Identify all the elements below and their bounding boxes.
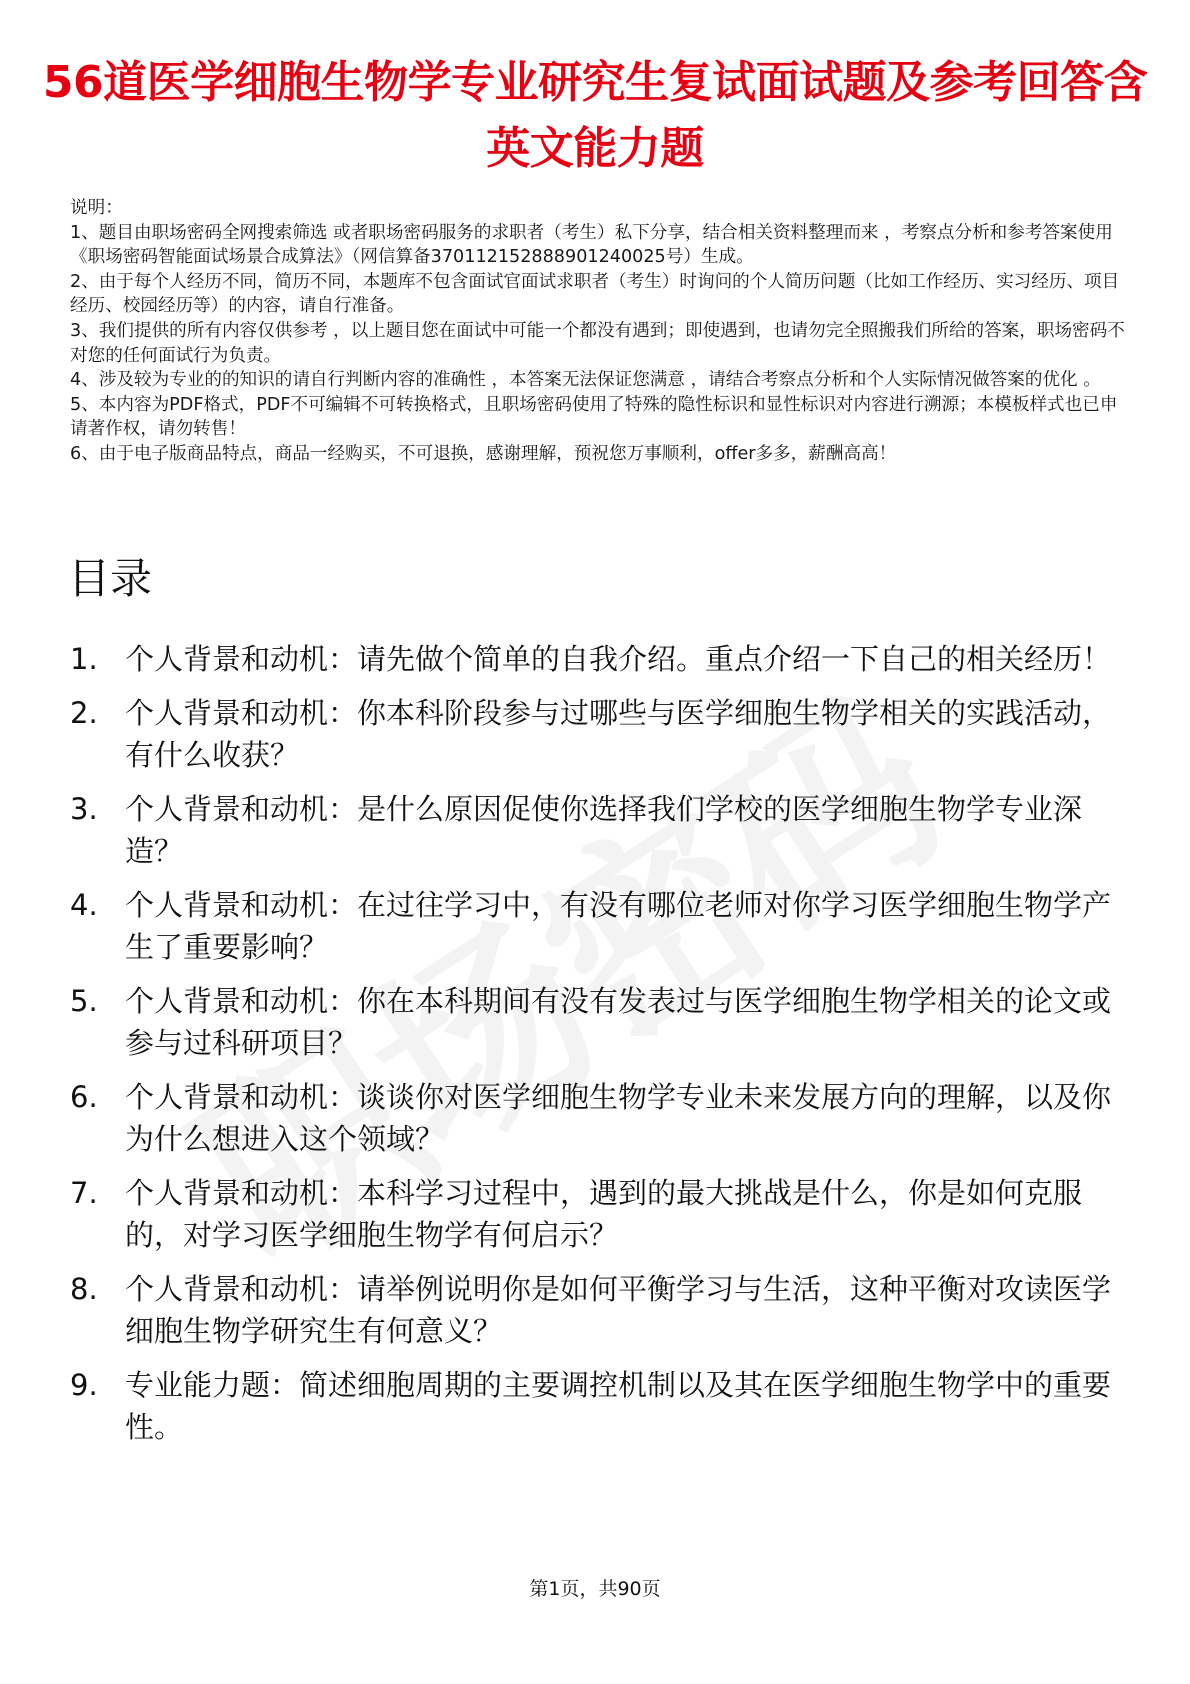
toc-item-number: 9.: [70, 1368, 98, 1402]
toc-item-number: 2.: [70, 696, 98, 730]
note-item: 5、本内容为PDF格式，PDF不可编辑不可转换格式，且职场密码使用了特殊的隐性标识和显性标识对内容进行溯源；本模板样式也已申请著作权，请勿转售！: [70, 394, 1118, 440]
toc-item-text: 个人背景和动机：谈谈你对医学细胞生物学专业未来发展方向的理解，以及你为什么想进入这个领域？: [125, 1080, 1112, 1156]
toc-item[interactable]: [70, 692, 1130, 776]
toc-heading: 目录: [68, 554, 153, 603]
toc-item-text: 专业能力题：简述细胞周期的主要调控机制以及其在医学细胞生物学中的重要性。: [125, 1368, 1112, 1444]
page-number: 第1页，共90页: [529, 1578, 661, 1600]
toc-item[interactable]: [70, 788, 1130, 872]
toc-item-text: 个人背景和动机：请举例说明你是如何平衡学习与生活，这种平衡对攻读医学细胞生物学研究生有何意义？: [125, 1272, 1112, 1348]
toc-item-text: 个人背景和动机：在过往学习中，有没有哪位老师对你学习医学细胞生物学产生了重要影响？: [125, 888, 1112, 964]
toc-item-number: 4.: [70, 888, 98, 922]
page-title: 56道医学细胞生物学专业研究生复试面试题及参考回答含英文能力题: [42, 57, 1148, 174]
toc-list: [70, 638, 1130, 1460]
note-item: 4、涉及较为专业的的知识的请自行判断内容的准确性 ，本答案无法保证您满意 ，请结合考察点分析和个人实际情况做答案的优化 。: [70, 370, 1101, 391]
toc-item-number: 5.: [70, 984, 98, 1018]
toc-item[interactable]: [70, 1268, 1130, 1352]
toc-item[interactable]: [70, 980, 1130, 1064]
toc-item-text: 个人背景和动机：请先做个简单的自我介绍。重点介绍一下自己的相关经历！: [125, 642, 1112, 676]
toc-item[interactable]: [70, 884, 1130, 968]
note-item: 2、由于每个人经历不同，简历不同，本题库不包含面试官面试求职者（考生）时询问的个人简历问题（比如工作经历、实习经历、项目经历、校园经历等）的内容，请自行准备。: [70, 271, 1120, 317]
note-item: 1、题目由职场密码全网搜索筛选 或者职场密码服务的求职者（考生）私下分享，结合相关资料整理而来 ，考察点分析和参考答案使用《职场密码智能面试场景合成算法》（网信算备370112152888901240025号）生成。: [70, 222, 1113, 268]
note-item: 3、我们提供的所有内容仅供参考 ，以上题目您在面试中可能一个都没有遇到；即使遇到，也请勿完全照搬我们所给的答案，职场密码不对您的任何面试行为负责。: [70, 320, 1125, 366]
toc-item[interactable]: [70, 1172, 1130, 1256]
toc-item-text: 个人背景和动机：你在本科期间有没有发表过与医学细胞生物学相关的论文或参与过科研项目？: [125, 984, 1112, 1060]
toc-item-text: 个人背景和动机：本科学习过程中，遇到的最大挑战是什么，你是如何克服的，对学习医学细胞生物学有何启示？: [125, 1176, 1083, 1252]
toc-item-number: 6.: [70, 1080, 98, 1114]
toc-item-number: 1.: [70, 642, 98, 676]
note-item: 6、由于电子版商品特点，商品一经购买，不可退换，感谢理解，预祝您万事顺利，offer多多，薪酬高高！: [70, 443, 897, 464]
toc-item-number: 8.: [70, 1272, 98, 1306]
notes-section: [70, 196, 1125, 467]
toc-item-text: 个人背景和动机：是什么原因促使你选择我们学校的医学细胞生物学专业深造？: [125, 792, 1083, 868]
toc-item[interactable]: [70, 638, 1130, 680]
notes-label: 说明：: [70, 198, 123, 218]
toc-item[interactable]: [70, 1364, 1130, 1448]
toc-item-number: 3.: [70, 792, 98, 826]
toc-item-text: 个人背景和动机：你本科阶段参与过哪些与医学细胞生物学相关的实践活动，有什么收获？: [125, 696, 1112, 772]
toc-item-number: 7.: [70, 1176, 98, 1210]
toc-item[interactable]: [70, 1076, 1130, 1160]
